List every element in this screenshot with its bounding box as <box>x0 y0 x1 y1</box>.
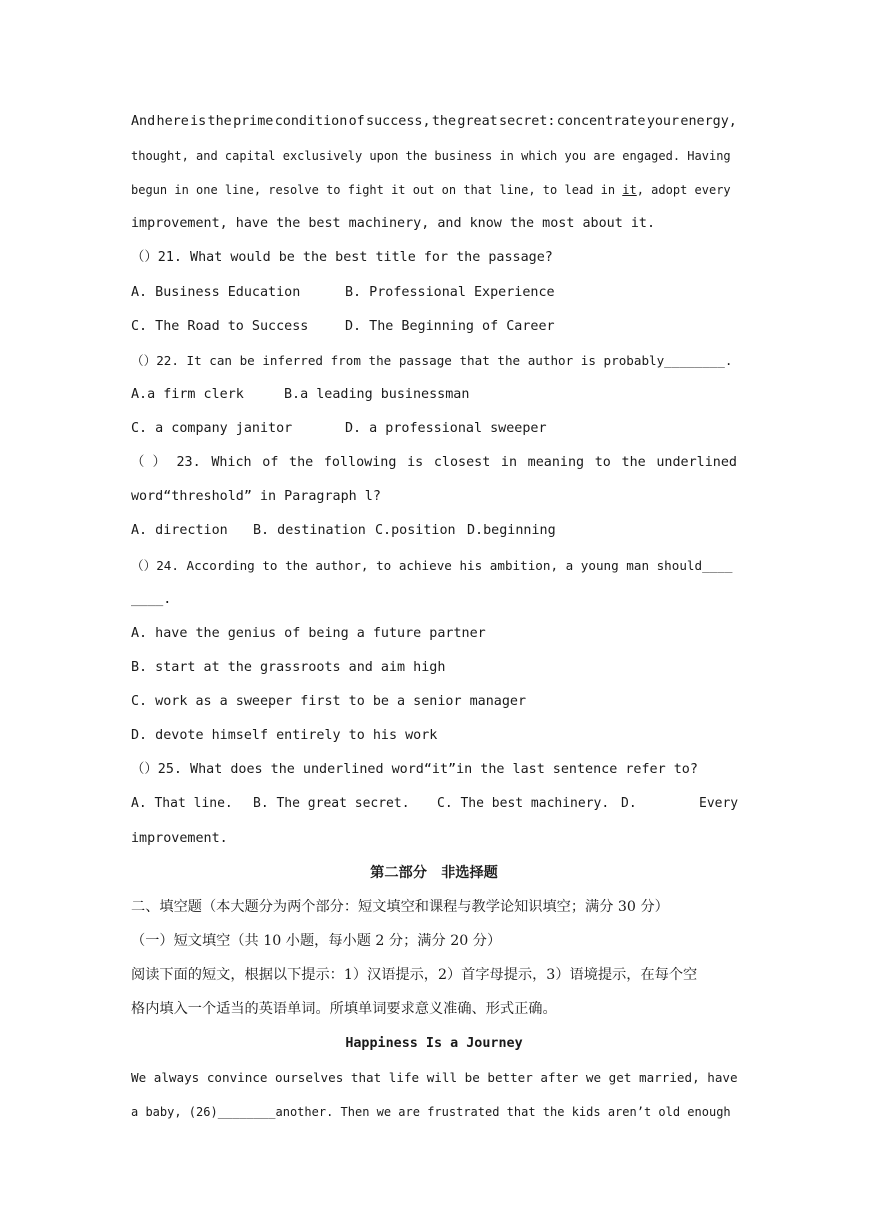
q23-word: Which <box>211 455 252 470</box>
passage-word: And <box>131 114 156 129</box>
option-23-d: D.beginning <box>467 523 556 538</box>
passage-line-1 <box>131 113 737 131</box>
option-24-a: A. have the genius of being a future partner <box>131 626 486 641</box>
part-two-title: 第二部分 非选择题 <box>370 865 498 881</box>
question-23-options <box>131 522 737 540</box>
option-25-d-label: D. <box>621 796 637 811</box>
passage-word: your <box>646 114 680 129</box>
passage-line-3 <box>131 181 737 199</box>
question-23-stem <box>131 454 737 472</box>
question-24-stem: （）24. According to the author, to achieve his ambition, a young man should____ <box>131 558 733 573</box>
question-25-options <box>131 795 737 813</box>
q23-word: following <box>323 455 397 470</box>
option-23-c: C.position <box>375 523 456 538</box>
passage-word: energy, <box>680 114 737 129</box>
question-24-stem-line-2: ____. <box>131 592 172 607</box>
article-line-1: We always convince ourselves that life will be better after we get married, have <box>131 1070 738 1085</box>
q23-word: 23. <box>176 455 201 470</box>
passage-word: prime <box>233 114 274 129</box>
option-22-c: C. a company janitor <box>131 421 293 436</box>
option-24-b: B. start at the grassroots and aim high <box>131 660 446 675</box>
passage-word: secret: <box>499 114 556 129</box>
passage-word: condition <box>274 114 348 129</box>
q23-word: is <box>407 455 424 470</box>
passage-word: of <box>348 114 365 129</box>
passage-word: is <box>190 114 207 129</box>
q23-word: （ ） <box>131 455 166 470</box>
question-21-options-ab <box>131 284 737 302</box>
article-line-2: a baby, (26)________another. Then we are frustrated that the kids aren’t old enough <box>131 1105 731 1119</box>
passage-word: concentrate <box>556 114 646 129</box>
passage-word: the <box>207 114 232 129</box>
option-24-d: D. devote himself entirely to his work <box>131 728 438 743</box>
passage-word: the <box>431 114 457 129</box>
passage-line-3-end: , adopt every <box>636 183 731 197</box>
option-23-b: B. destination <box>253 523 366 538</box>
underlined-it: it <box>622 183 637 197</box>
q23-word: the <box>621 455 646 470</box>
question-22-options-ab <box>131 386 737 404</box>
option-21-a: A. Business Education <box>131 285 301 300</box>
cloze-subsection-heading: （一）短文填空（共 10 小题，每小题 2 分；满分 20 分） <box>131 933 502 949</box>
option-23-a: A. direction <box>131 523 228 538</box>
passage-word: here <box>156 114 189 129</box>
question-21-stem: （）21. What would be the best title for the passage? <box>131 250 553 265</box>
passage-word: success, <box>366 114 431 129</box>
q23-word: underlined <box>656 455 737 470</box>
passage-word: great <box>457 114 498 129</box>
option-25-d-wrap: improvement. <box>131 831 228 846</box>
q23-word: to <box>594 455 611 470</box>
option-21-b: B. Professional Experience <box>345 285 555 300</box>
passage-line-3-start: begun in one line, resolve to fight it out on that line, to lead in <box>131 183 623 197</box>
option-21-d: D. The Beginning of Career <box>345 319 555 334</box>
option-21-c: C. The Road to Success <box>131 319 309 334</box>
question-22-stem: （）22. It can be inferred from the passage that the author is probably________. <box>131 353 733 368</box>
option-22-a: A.a firm clerk <box>131 387 244 402</box>
question-21-options-cd <box>131 318 737 336</box>
option-22-d: D. a professional sweeper <box>345 421 547 436</box>
article-title: Happiness Is a Journey <box>345 1036 523 1051</box>
passage-line-4: improvement, have the best machinery, and know the most about it. <box>131 216 656 231</box>
fill-in-section-heading: 二、填空题（本大题分为两个部分：短文填空和课程与教学论知识填空；满分 30 分） <box>131 899 669 915</box>
option-22-b: B.a leading businessman <box>284 387 470 402</box>
q23-word: the <box>289 455 314 470</box>
question-22-options-cd <box>131 420 737 438</box>
option-25-d-word: Every <box>699 796 739 811</box>
q23-word: of <box>262 455 279 470</box>
q23-word: in <box>500 455 518 470</box>
q23-word: meaning <box>527 455 585 470</box>
option-24-c: C. work as a sweeper first to be a senior manager <box>131 694 527 709</box>
option-25-c: C. The best machinery. <box>437 796 610 811</box>
question-25-stem: （）25. What does the underlined word“it”in the last sentence refer to? <box>131 762 698 777</box>
option-25-a: A. That line. <box>131 796 233 811</box>
option-25-b: B. The great secret. <box>253 796 410 811</box>
instructions-line-1: 阅读下面的短文，根据以下提示：1）汉语提示，2）首字母提示，3）语境提示，在每个空 <box>131 967 698 983</box>
instructions-line-2: 格内填入一个适当的英语单词。所填单词要求意义准确、形式正确。 <box>131 1001 557 1017</box>
question-23-stem-line-2: word“threshold” in Paragraph l? <box>131 489 381 504</box>
q23-word: closest <box>433 455 491 470</box>
passage-line-2: thought, and capital exclusively upon the business in which you are engaged. Having <box>131 149 731 163</box>
